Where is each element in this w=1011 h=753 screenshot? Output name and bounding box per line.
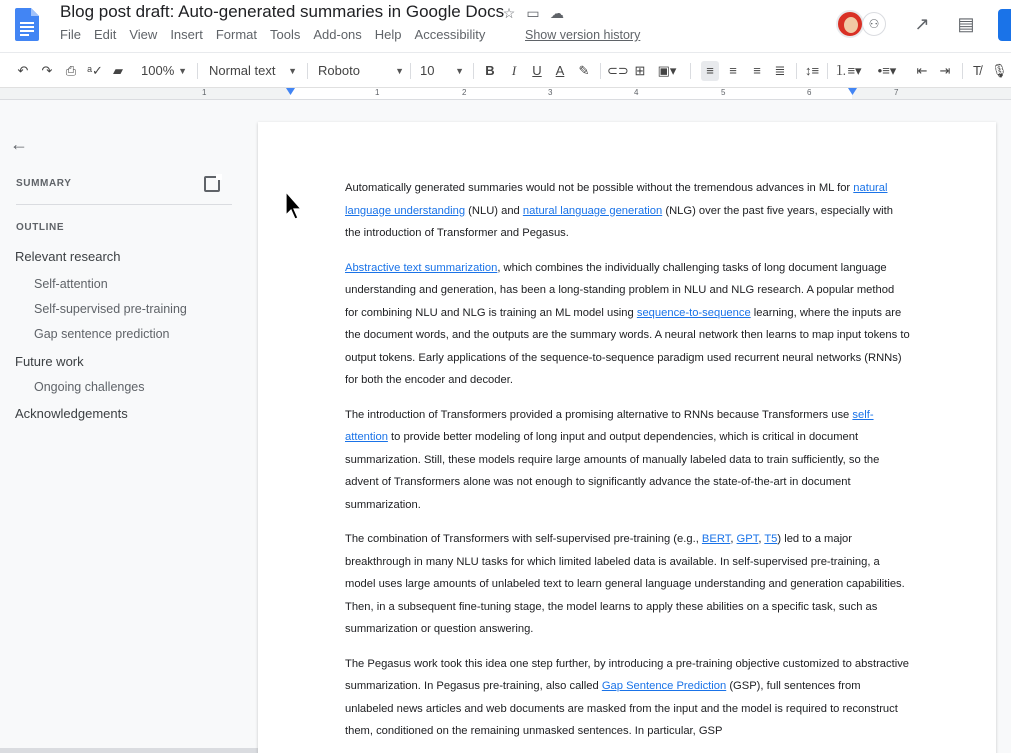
link-seq2seq[interactable]: sequence-to-sequence	[636, 306, 751, 319]
toolbar	[0, 52, 1011, 88]
link-gpt[interactable]: GPT	[736, 533, 759, 545]
undo-icon[interactable]: ↶	[17, 63, 29, 78]
text-run: (NLG) over the past five years, especially with the introduction of Transformer and Pegasus.	[345, 204, 893, 239]
font-size-select[interactable]	[420, 61, 464, 81]
ruler-number: 1	[375, 88, 380, 97]
menu-file[interactable]: File	[60, 27, 81, 42]
outline-item-ongoing-challenges[interactable]: Ongoing challenges	[34, 380, 145, 394]
summary-add-icon[interactable]	[204, 176, 220, 192]
add-comment-icon[interactable]: ⊞	[634, 63, 646, 78]
divider	[600, 63, 601, 79]
ruler-number: 7	[894, 88, 899, 97]
divider	[410, 63, 411, 79]
divider	[16, 204, 232, 205]
align-right-icon[interactable]: ≡	[753, 63, 761, 78]
menu-tools[interactable]: Tools	[270, 27, 301, 42]
docs-logo-icon[interactable]	[15, 8, 39, 41]
star-icon[interactable]: ☆	[502, 5, 516, 21]
bulleted-list-icon[interactable]: •≡▾	[877, 63, 897, 78]
outline-item-self-supervised-pre-training[interactable]: Self-supervised pre-training	[34, 302, 187, 316]
horizontal-scrollbar[interactable]	[0, 748, 258, 753]
font-select[interactable]	[318, 61, 404, 81]
link-bert[interactable]: BERT	[701, 533, 731, 545]
text-run: (NLU) and	[465, 204, 523, 217]
bold-icon[interactable]: B	[485, 63, 495, 78]
avatar[interactable]	[836, 10, 864, 38]
highlight-icon[interactable]: ✎	[578, 63, 590, 78]
style-value: Normal text	[209, 63, 276, 78]
ruler-number: 2	[462, 88, 467, 97]
text-run: learning, where the inputs are the document words, and the outputs are the summary words. A neural network then learns to map input tokens to output tokens. Early applications of the sequence-to-sequence paradigm used recurrent neural networks (RNNs) for both the encoder and decoder.	[345, 306, 910, 386]
link-nlu[interactable]: natural language understanding	[345, 182, 888, 217]
cloud-icon[interactable]: ☁	[550, 5, 564, 21]
document-body[interactable]	[345, 177, 910, 753]
present-avatar-icon[interactable]: ⚇	[862, 12, 886, 36]
chevron-down-icon: ▼	[288, 66, 297, 76]
divider	[197, 63, 198, 79]
numbered-list-icon[interactable]: ⒈≡▾	[834, 63, 862, 78]
align-center-icon[interactable]: ≡	[729, 63, 737, 78]
text-run: The introduction of Transformers provided a promising alternative to RNNs because Transformers use	[345, 408, 853, 421]
outline-heading: OUTLINE	[16, 222, 65, 233]
outline-sidebar	[0, 100, 258, 753]
spellcheck-icon[interactable]: ᵃ✓	[87, 63, 103, 78]
text-color-icon[interactable]: A	[555, 63, 565, 78]
text-run: The combination of Transformers with self-supervised pre-training (e.g.,	[345, 533, 702, 545]
ruler-number: 1	[202, 88, 207, 97]
clear-formatting-icon[interactable]: T̸	[973, 63, 981, 78]
font-value: Roboto	[318, 63, 360, 78]
line-spacing-icon[interactable]: ↕≡	[804, 63, 820, 78]
menu-accessibility[interactable]: Accessibility	[414, 27, 486, 42]
paragraph	[345, 404, 910, 517]
share-button[interactable]	[998, 9, 1011, 41]
divider	[962, 63, 963, 79]
link-abstractive-summarization[interactable]: Abstractive text summarization	[345, 261, 498, 274]
font-size-value: 10	[420, 63, 435, 78]
title-icons	[501, 5, 565, 21]
outline-item-acknowledgements[interactable]: Acknowledgements	[15, 406, 128, 421]
italic-icon[interactable]: I	[511, 63, 517, 78]
zoom-select[interactable]	[141, 61, 187, 81]
menu-addons[interactable]: Add-ons	[313, 27, 362, 42]
paragraph	[345, 177, 910, 245]
divider	[307, 63, 308, 79]
divider	[827, 63, 828, 79]
chevron-down-icon: ▼	[178, 66, 187, 76]
menu-format[interactable]: Format	[215, 27, 257, 42]
link-icon[interactable]: ⊂⊃	[607, 63, 629, 78]
voice-typing-icon[interactable]: 🎙	[991, 63, 1008, 78]
outline-item-gap-sentence-prediction[interactable]: Gap sentence prediction	[34, 327, 170, 341]
back-arrow-icon[interactable]: ←	[10, 134, 28, 154]
document-page[interactable]	[258, 122, 996, 753]
underline-icon[interactable]: U	[532, 63, 542, 78]
text-run: to provide better modeling of long input and output dependencies, which is critical in document summarization. Still, these models require large amounts of manually labeled data to train sufficiently, so the advent of Transformers alone was not enough to significantly advance the state-of-the-art in document summarization.	[345, 431, 880, 511]
align-justify-icon[interactable]: ≣	[774, 63, 786, 78]
menu-help[interactable]: Help	[374, 27, 402, 42]
ruler[interactable]	[0, 88, 1011, 100]
chevron-down-icon: ▼	[395, 66, 404, 76]
document-title[interactable]: Blog post draft: Auto-generated summaries in Google Docs	[60, 2, 505, 21]
ruler-number: 4	[634, 88, 639, 97]
ruler-margin-left	[0, 88, 290, 99]
text-run: ) led to a major breakthrough in many NLU tasks for which limited labeled data is available. In self-supervised pre-training, a model uses large amounts of unlabeled text to learn general language understanding and generation capabilities. Then, in a subsequent fine-tuning stage, the model learns to apply these abilities on a specific task, such as summarization or question answering.	[345, 533, 905, 635]
comment-icon[interactable]: ▤	[957, 14, 975, 34]
text-run: Automatically generated summaries would not be possible without the tremendous advances in ML for	[345, 182, 854, 194]
menu-edit[interactable]: Edit	[93, 27, 117, 42]
ruler-number: 5	[721, 88, 726, 97]
version-history-link[interactable]: Show version history	[525, 28, 641, 42]
link-gap-sentence-prediction[interactable]: Gap Sentence Prediction	[601, 680, 727, 692]
insert-image-icon[interactable]: ▣▾	[657, 63, 677, 78]
folder-icon[interactable]: ▭	[526, 5, 540, 21]
text-run: , which combines the individually challenging tasks of long document language understanding and generation, has been a long-standing problem in NLU and NLG research. A popular method for combining NLU and NLG is training an ML model using	[345, 261, 895, 319]
chevron-down-icon: ▼	[455, 66, 464, 76]
ruler-margin-right	[852, 88, 1011, 99]
outline-item-self-attention[interactable]: Self-attention	[34, 277, 108, 291]
paint-format-icon[interactable]: ▰	[113, 63, 123, 78]
trending-icon[interactable]: ↗	[914, 14, 930, 34]
divider	[473, 63, 474, 79]
divider	[690, 63, 691, 79]
text-run: ,	[758, 533, 765, 545]
increase-indent-icon[interactable]: ⇥	[939, 63, 951, 78]
zoom-value: 100%	[141, 63, 175, 78]
decrease-indent-icon[interactable]: ⇤	[916, 63, 928, 78]
menu-insert[interactable]: Insert	[170, 27, 203, 42]
text-run: ,	[730, 533, 737, 545]
redo-icon[interactable]: ↷	[41, 63, 53, 78]
paragraph	[345, 653, 910, 743]
paragraph	[345, 528, 910, 641]
link-nlg[interactable]: natural language generation	[522, 204, 663, 217]
header	[0, 0, 1011, 52]
mouse-pointer-icon	[285, 191, 303, 221]
paragraph	[345, 257, 910, 392]
text-run: The Pegasus work took this idea one step further, by introducing a pre-training objective customized to abstractive summarization. In Pegasus pre-training, also called	[345, 657, 910, 692]
outline-item-relevant-research[interactable]: Relevant research	[15, 249, 121, 264]
style-select[interactable]	[209, 61, 297, 81]
link-self-attention[interactable]: self-attention	[345, 408, 874, 443]
align-left-icon[interactable]: ≡	[701, 61, 719, 81]
ruler-number: 3	[548, 88, 553, 97]
summary-heading: SUMMARY	[16, 178, 72, 189]
outline-item-future-work[interactable]: Future work	[15, 354, 84, 369]
menu-view[interactable]: View	[129, 27, 158, 42]
link-t5[interactable]: T5	[764, 533, 778, 545]
ruler-number: 6	[807, 88, 812, 97]
menubar	[60, 27, 498, 42]
divider	[796, 63, 797, 79]
print-icon[interactable]: ⎙	[65, 63, 77, 78]
text-run: (GSP), full sentences from unlabeled news articles and web documents are masked from the input and the model is required to reconstruct them, conditioned on the remaining unmasked sentences. In particular, GSP	[345, 680, 898, 737]
avatar-face	[844, 17, 858, 33]
